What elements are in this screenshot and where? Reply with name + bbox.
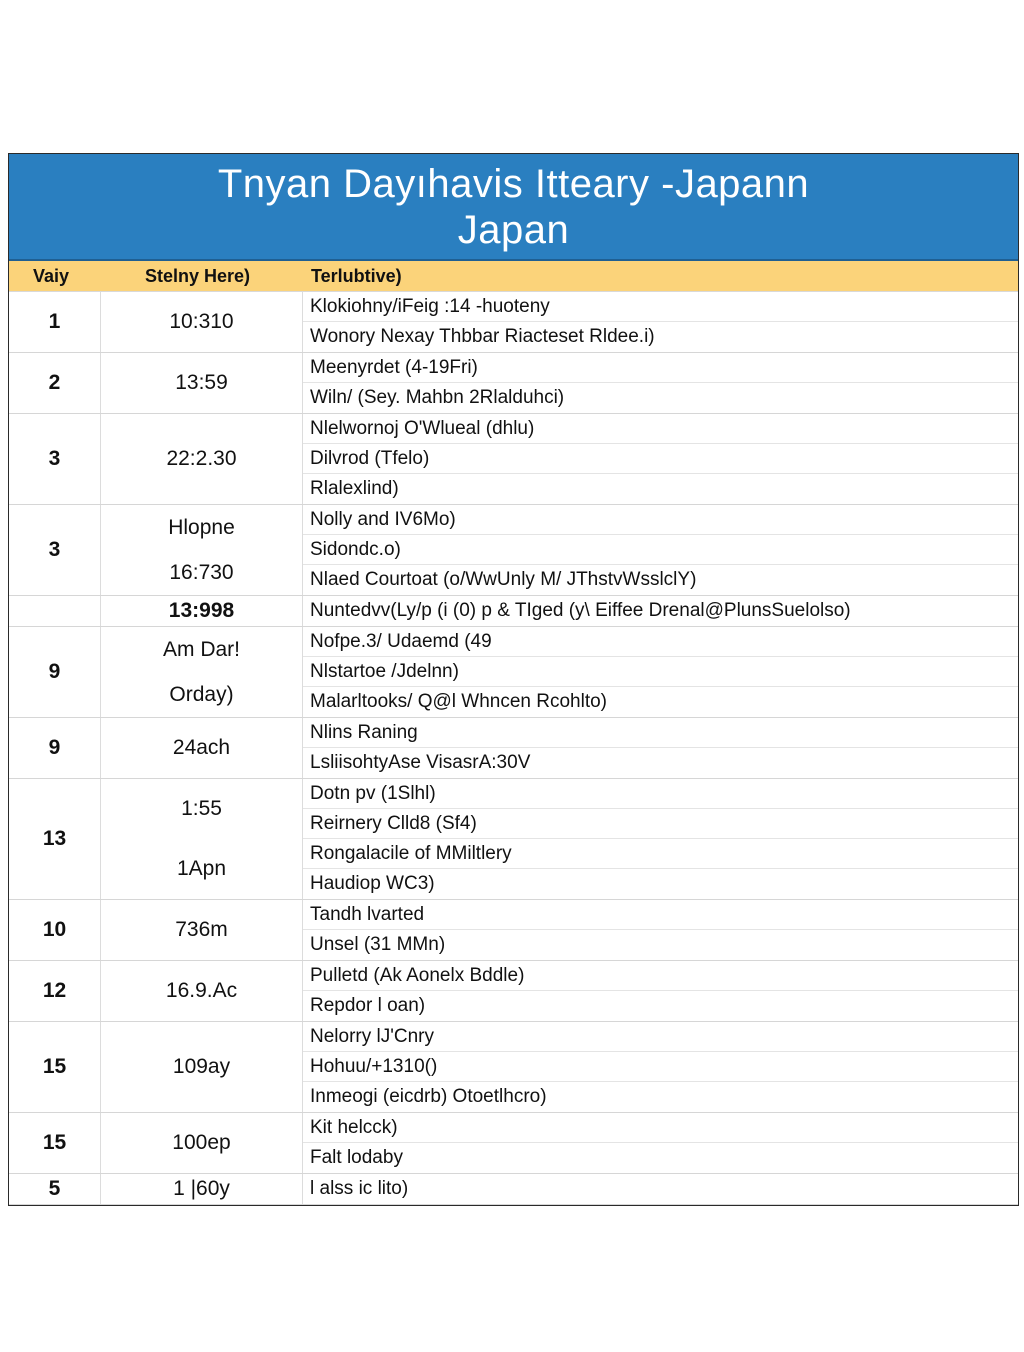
day-cell: 3 [9, 505, 101, 595]
time-cell [101, 900, 303, 960]
title-bar [9, 154, 1018, 261]
time-value: 1:55 [181, 797, 222, 820]
table-row [9, 1022, 1018, 1113]
time-value: 22:2.30 [166, 447, 237, 470]
activities-cell [303, 505, 1018, 595]
activities-cell [303, 779, 1018, 899]
activities-cell [303, 627, 1018, 717]
activity-item: Tandh lvarted [303, 900, 1018, 930]
activity-item: Dilvrod (Tfelo) [303, 444, 1018, 474]
activity-item: Wiln/ (Sey. Mahbn 2Rlalduhci) [310, 387, 565, 408]
table-row [9, 961, 1018, 1022]
time-cell [101, 1174, 303, 1204]
header-activities: Terlubtive) [311, 265, 402, 286]
table-row [9, 1113, 1018, 1174]
table-row [9, 1174, 1018, 1205]
day-cell: 1 [9, 292, 101, 352]
activity-item: Nlstartoe /Jdelnn) [303, 657, 1018, 687]
activity-item: Dotn pv (1Slhl) [303, 779, 1018, 809]
itinerary-table [8, 153, 1019, 1206]
time-value: 13:59 [175, 371, 228, 394]
time-value: 16:730 [169, 560, 234, 584]
activity-item: Inmeogi (eicdrb) Otoetlhcro) [310, 1086, 547, 1107]
day-cell: 10 [9, 900, 101, 960]
activity-item: Nuntedvv(Ly/p (i (0) p & TIged (y\ Eiffee Drenal@PlunsSuelolso) [310, 600, 851, 621]
time-value: Am Dar! [162, 637, 240, 661]
activities-cell [303, 292, 1018, 352]
time-value: Orday) [169, 682, 234, 706]
day-cell: 9 [9, 718, 101, 778]
activity-item: Malarltooks/ Q@l Whncen Rcohlto) [310, 691, 607, 712]
time-value: 1 |60y [173, 1177, 230, 1200]
activity-item: Nlaed Courtoat (o/WwUnly M/ JThstvWsslclY) [310, 569, 697, 590]
activities-cell [303, 718, 1018, 778]
activity-item: Kit helcck) [303, 1113, 1018, 1143]
activities-cell [303, 1174, 1018, 1204]
activities-cell [303, 1113, 1018, 1173]
time-value: 736m [175, 918, 228, 941]
activity-item: Sidondc.o) [303, 535, 1018, 565]
activity-item: Hohuu/+1310() [303, 1052, 1018, 1082]
day-cell: 2 [9, 353, 101, 413]
activity-item: LsliisohtyAse VisasrA:30V [310, 752, 531, 773]
table-row [9, 900, 1018, 961]
activities-cell [303, 900, 1018, 960]
time-cell [101, 1113, 303, 1173]
activity-item: Nelorry lJ'Cnry [303, 1022, 1018, 1052]
day-cell: 15 [9, 1022, 101, 1112]
time-value: 16.9.Ac [165, 979, 238, 1002]
table-row [9, 779, 1018, 900]
activity-item: Wonory Nexay Thbbar Riacteset Rldee.i) [310, 326, 655, 347]
activity-item: Nofpe.3/ Udaemd (49 [303, 627, 1018, 657]
activity-item: Haudiop WC3) [310, 873, 435, 894]
table-row [9, 414, 1018, 505]
time-value: 109ay [172, 1055, 231, 1078]
table-row [9, 627, 1018, 718]
page-title: Tnyan Dayıhavis Itteary -Japann [217, 161, 810, 206]
header-time: Stelny Here) [145, 265, 251, 286]
day-cell: 3 [9, 414, 101, 504]
day-cell: 5 [9, 1174, 101, 1204]
time-value: 10:310 [169, 310, 234, 333]
table-row [9, 505, 1018, 596]
activities-cell [303, 1022, 1018, 1112]
activity-item: Reirnery Clld8 (Sf4) [303, 809, 1018, 839]
time-cell [101, 596, 303, 626]
activity-item: Nolly and IV6Mo) [303, 505, 1018, 535]
page-subtitle: Japan [457, 207, 570, 252]
time-cell [101, 718, 303, 778]
activity-item: Falt lodaby [310, 1147, 403, 1168]
activity-item: Klokiohny/iFeig :14 -huoteny [303, 292, 1018, 322]
activity-item: Nlelwornoj O'Wlueal (dhlu) [303, 414, 1018, 444]
day-cell [9, 596, 101, 626]
time-cell [101, 961, 303, 1021]
table-body [9, 292, 1018, 1205]
activity-item: l alss ic lito) [310, 1178, 409, 1199]
time-value: 24ach [172, 736, 231, 759]
table-row [9, 718, 1018, 779]
activities-cell [303, 596, 1018, 626]
time-cell [101, 505, 303, 595]
day-cell: 9 [9, 627, 101, 717]
activities-cell [303, 414, 1018, 504]
day-cell: 15 [9, 1113, 101, 1173]
activity-item: Rongalacile of MMiltlery [303, 839, 1018, 869]
activity-item: Pulletd (Ak Aonelx Bddle) [303, 961, 1018, 991]
day-cell: 12 [9, 961, 101, 1021]
activity-item: Rlalexlind) [310, 478, 399, 499]
time-cell [101, 1022, 303, 1112]
time-cell [101, 292, 303, 352]
time-value: Hlopne [168, 515, 235, 539]
activity-item: Unsel (31 MMn) [310, 934, 446, 955]
time-cell [101, 414, 303, 504]
activity-item: Nlins Raning [303, 718, 1018, 748]
activity-item: Meenyrdet (4-19Fri) [303, 353, 1018, 383]
time-cell [101, 353, 303, 413]
time-value: 100ep [172, 1131, 231, 1154]
time-cell [101, 779, 303, 899]
time-value: 13:998 [168, 599, 235, 622]
time-value: 1Apn [176, 857, 227, 880]
header-day: Vaiy [33, 265, 70, 286]
time-cell [101, 627, 303, 717]
table-header [9, 261, 1018, 292]
activities-cell [303, 961, 1018, 1021]
table-row [9, 596, 1018, 627]
activities-cell [303, 353, 1018, 413]
table-row [9, 292, 1018, 353]
table-row [9, 353, 1018, 414]
activity-item: Repdor l oan) [310, 995, 426, 1016]
day-cell: 13 [9, 779, 101, 899]
